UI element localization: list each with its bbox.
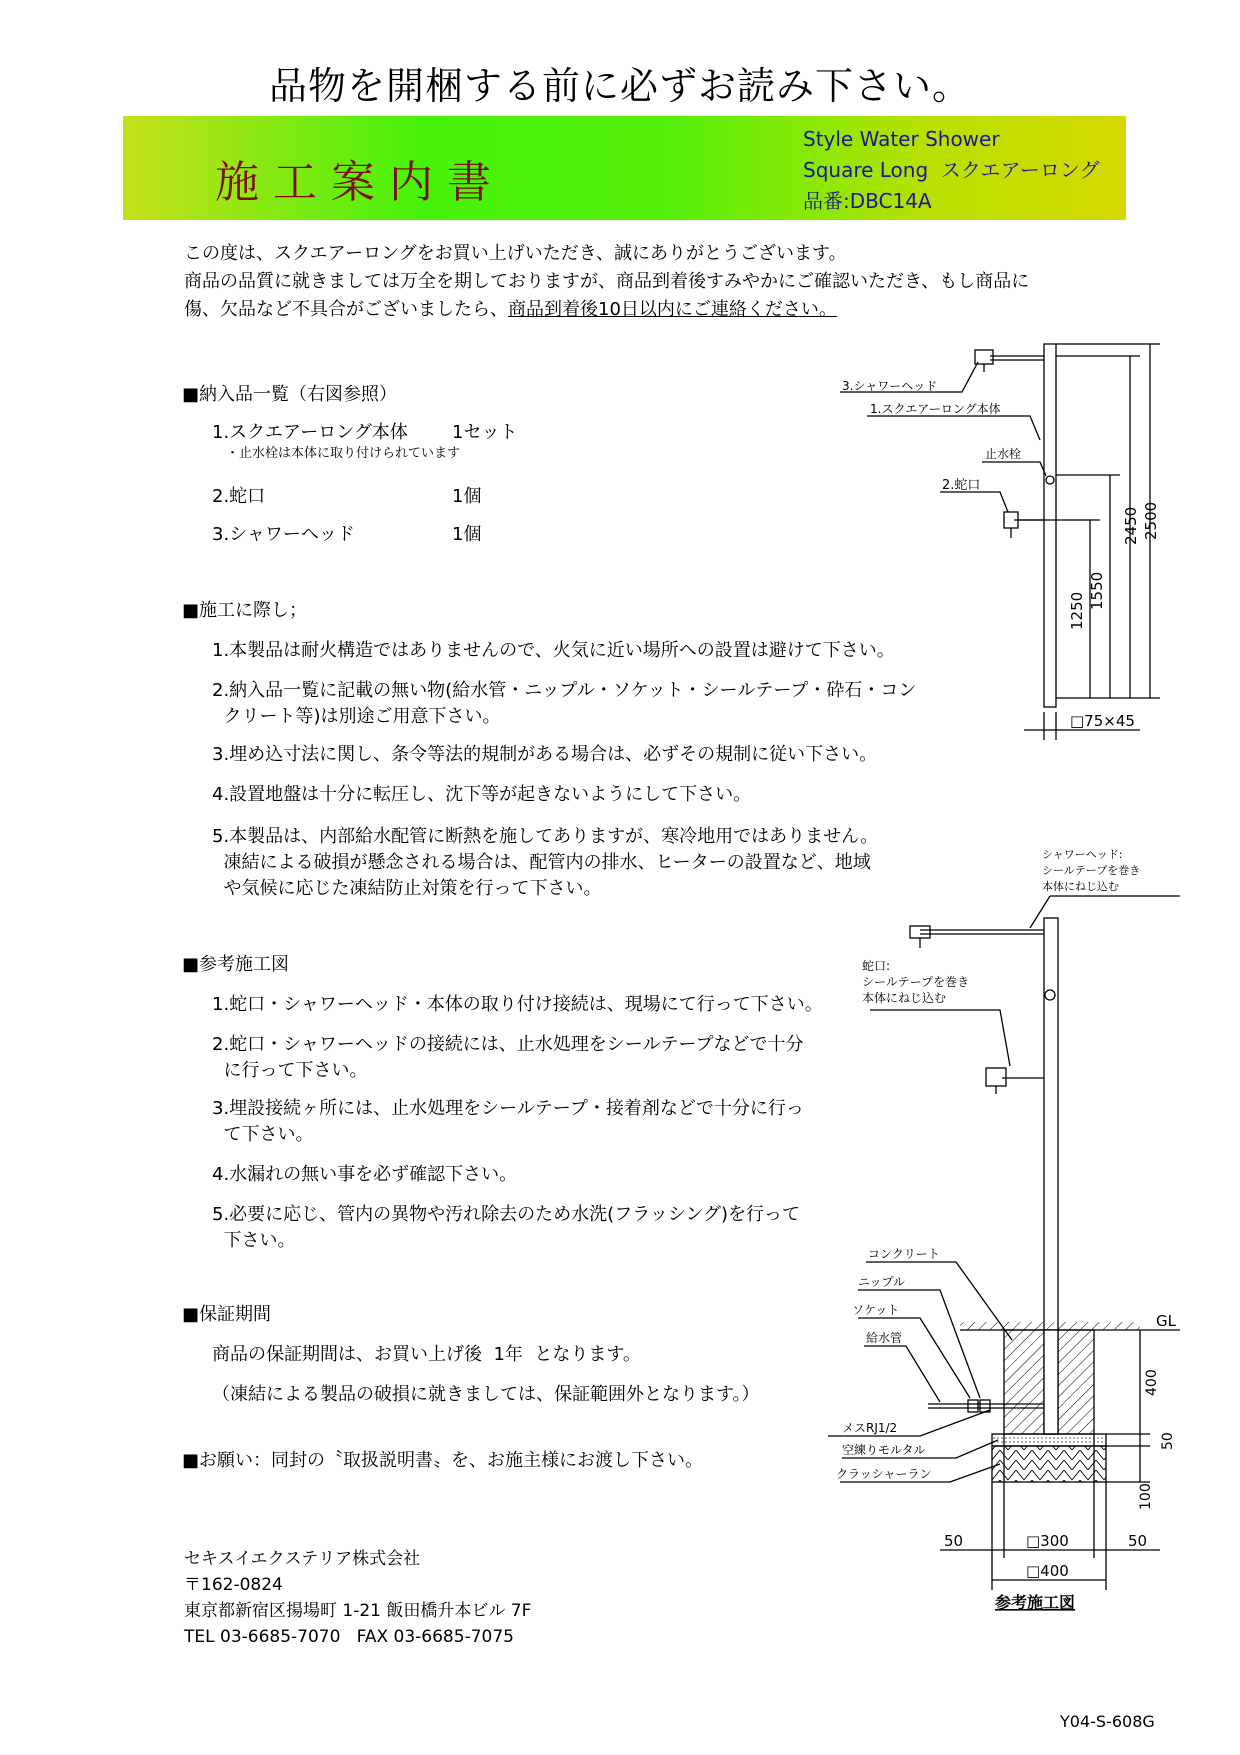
install-item: クリート等)は別途ご用意下さい。 bbox=[212, 706, 501, 727]
label-nipple: ニップル bbox=[858, 1275, 906, 1289]
company-zip: 〒162-0824 bbox=[184, 1575, 283, 1595]
label-supply-pipe: 給水管 bbox=[866, 1331, 903, 1345]
contents-item-qty: 1セット bbox=[452, 422, 518, 443]
contents-item-qty: 1個 bbox=[452, 524, 482, 545]
product-style: Style Water Shower bbox=[803, 127, 1000, 151]
install-item: や気候に応じた凍結防止対策を行って下さい。 bbox=[212, 878, 602, 899]
label-mortar: 空練りモルタル bbox=[842, 1443, 926, 1457]
contents-note: ・止水栓は本体に取り付けられています bbox=[226, 446, 461, 461]
label-shower-note: シャワーヘッド: bbox=[1042, 848, 1123, 861]
label-thread: メスRJ1/2 bbox=[842, 1421, 898, 1435]
reference-item: 3.埋設接続ヶ所には、止水処理をシールテープ・接着剤などで十分に行っ bbox=[212, 1098, 804, 1119]
reference-heading: ■参考施工図 bbox=[182, 954, 290, 975]
company-address: 東京都新宿区揚場町 1-21 飯田橋升本ビル 7F bbox=[184, 1601, 532, 1621]
contents-item-name: 2.蛇口 bbox=[212, 486, 266, 507]
label-faucet: 2.蛇口 bbox=[942, 478, 981, 493]
label-socket: ソケット bbox=[852, 1303, 900, 1317]
dim-300: □300 bbox=[1026, 1532, 1069, 1550]
reference-item: て下さい。 bbox=[212, 1124, 314, 1145]
label-gl: GL bbox=[1156, 1312, 1176, 1330]
dim-2450: 2450 bbox=[1122, 506, 1140, 545]
warranty-exclusion: （凍結による製品の破損に就きましては、保証範囲外となります。） bbox=[212, 1384, 760, 1405]
dim-50-right: 50 bbox=[1128, 1532, 1148, 1550]
label-faucet-note: 本体にねじ込む bbox=[862, 991, 947, 1005]
company-name: セキスイエクステリア株式会社 bbox=[184, 1549, 421, 1569]
intro-line: 傷、欠品など不具合がございましたら、商品到着後10日以内にご連絡ください。 bbox=[184, 299, 837, 320]
dim-100-vertical: 100 bbox=[1138, 1483, 1154, 1510]
contents-item-name: 1.スクエアーロング本体 bbox=[212, 422, 408, 443]
reference-item: に行って下さい。 bbox=[212, 1060, 368, 1081]
label-concrete: コンクリート bbox=[868, 1247, 940, 1261]
intro-line: この度は、スクエアーロングをお買い上げいただき、誠にありがとうございます。 bbox=[184, 243, 847, 264]
install-heading: ■施工に際し； bbox=[182, 600, 308, 621]
valve-icon bbox=[1045, 990, 1055, 1000]
shower-head-icon bbox=[910, 926, 930, 938]
install-item: 5.本製品は、内部給水配管に断熱を施してありますが、寒冷地用ではありません。 bbox=[212, 826, 879, 847]
diagram-caption: 参考施工図 bbox=[995, 1593, 1076, 1612]
dim-1550: 1550 bbox=[1088, 571, 1106, 610]
label-crusher-run: クラッシャーラン bbox=[836, 1467, 932, 1481]
request-note: ■お願い：同封の〝取扱説明書〟を、お施主様にお渡し下さい。 bbox=[182, 1450, 704, 1471]
label-post-body: 1.スクエアーロング本体 bbox=[870, 402, 1001, 416]
dim-400: □400 bbox=[1026, 1562, 1069, 1580]
install-item: 1.本製品は耐火構造ではありませんので、火気に近い場所への設置は避けて下さい。 bbox=[212, 640, 895, 661]
label-shower-note: シールテープを巻き bbox=[1042, 864, 1141, 877]
dim-2500: 2500 bbox=[1142, 501, 1160, 540]
contents-item-qty: 1個 bbox=[452, 486, 482, 507]
reference-item: 2.蛇口・シャワーヘッドの接続には、止水処理をシールテープなどで十分 bbox=[212, 1034, 804, 1055]
label-faucet-note: 蛇口: bbox=[862, 959, 891, 973]
intro-line: 商品の品質に就きましては万全を期しておりますが、商品到着後すみやかにご確認いただき、もし商品に bbox=[184, 271, 1030, 292]
warranty-period: 商品の保証期間は、お買い上げ後 1年 となります。 bbox=[212, 1344, 641, 1365]
dim-1250: 1250 bbox=[1068, 591, 1086, 630]
reference-item: 4.水漏れの無い事を必ず確認下さい。 bbox=[212, 1164, 518, 1185]
contact-deadline: 商品到着後10日以内にご連絡ください。 bbox=[508, 299, 837, 320]
label-shower-head: 3.シャワーヘッド bbox=[842, 379, 938, 393]
install-item: 凍結による破損が懸念される場合は、配管内の排水、ヒーターの設置など、地域 bbox=[212, 852, 871, 873]
contents-heading: ■納入品一覧（右図参照） bbox=[182, 384, 398, 405]
dim-section: □75×45 bbox=[1070, 712, 1135, 730]
reference-item: 5.必要に応じ、管内の異物や汚れ除去のため水洗(フラッシング)を行って bbox=[212, 1204, 801, 1225]
dim-400-vertical: 400 bbox=[1144, 1369, 1160, 1396]
label-valve: 止水栓 bbox=[985, 447, 1022, 461]
dim-50-left: 50 bbox=[944, 1532, 964, 1550]
label-shower-note: 本体にねじ込む bbox=[1042, 880, 1119, 893]
document-number: Y04-S-608G bbox=[1060, 1712, 1155, 1731]
product-name: Square Long スクエアーロング bbox=[803, 158, 1100, 182]
document-title: 施工案内書 bbox=[215, 157, 505, 208]
company-phone: TEL 03-6685-7070 FAX 03-6685-7075 bbox=[184, 1627, 514, 1647]
install-item: 2.納入品一覧に記載の無い物(給水管・ニップル・ソケット・シールテープ・砕石・コン bbox=[212, 680, 917, 701]
dim-50-vertical: 50 bbox=[1160, 1432, 1176, 1450]
product-number: 品番:DBC14A bbox=[803, 189, 932, 213]
label-faucet-note: シールテープを巻き bbox=[862, 975, 970, 989]
reference-item: 1.蛇口・シャワーヘッド・本体の取り付け接続は、現場にて行って下さい。 bbox=[212, 994, 823, 1015]
reference-item: 下さい。 bbox=[212, 1230, 296, 1251]
install-item: 3.埋め込寸法に関し、条令等法的規制がある場合は、必ずその規制に従い下さい。 bbox=[212, 744, 878, 765]
install-item: 4.設置地盤は十分に転圧し、沈下等が起きないようにして下さい。 bbox=[212, 784, 752, 805]
page-headline: 品物を開梱する前に必ずお読み下さい。 bbox=[268, 64, 971, 108]
contents-item-name: 3.シャワーヘッド bbox=[212, 524, 355, 545]
faucet-icon bbox=[986, 1068, 1006, 1086]
warranty-heading: ■保証期間 bbox=[182, 1304, 272, 1325]
